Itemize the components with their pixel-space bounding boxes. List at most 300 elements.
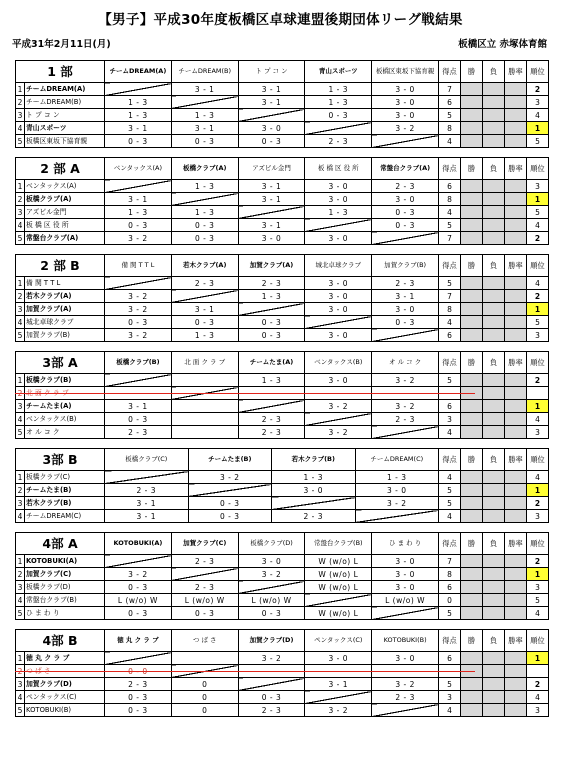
match-score: 3 - 2 (305, 704, 372, 717)
wins (460, 96, 482, 109)
rank: 2 (527, 497, 549, 510)
points: 6 (439, 581, 461, 594)
match-score: 3 - 0 (372, 303, 439, 316)
match-score: 0 - 3 (171, 219, 238, 232)
match-score: 3 - 0 (372, 83, 439, 96)
match-score: 0 - 3 (171, 607, 238, 620)
team-row (16, 426, 549, 439)
losses (483, 607, 505, 620)
wins (461, 219, 483, 232)
team-name: 板橋クラブ(A) (25, 193, 105, 206)
team-row (16, 691, 549, 704)
stat-header: 得点 (439, 158, 461, 180)
stat-header: 勝 (461, 533, 483, 555)
wins (460, 83, 482, 96)
win-rate (504, 290, 526, 303)
match-score: 3 - 1 (105, 510, 189, 523)
wins (460, 316, 482, 329)
column-header-team: 板橋クラブ(C) (105, 449, 189, 471)
division-name: 4部 B (16, 630, 105, 652)
team-name: チームたま(A) (25, 400, 105, 413)
match-score: 2 - 3 (171, 277, 238, 290)
match-score: 0 - 3 (105, 135, 172, 148)
match-score: 1 - 3 (305, 206, 372, 219)
league-table-6 (15, 629, 549, 717)
rank: 2 (527, 232, 549, 245)
wins (461, 581, 483, 594)
match-score (171, 426, 238, 439)
losses (482, 96, 504, 109)
league-table-1 (15, 157, 549, 245)
team-name: つ ば さ (25, 665, 105, 678)
win-rate (505, 594, 527, 607)
self-match-cell (305, 316, 372, 329)
league-header-row (16, 533, 549, 555)
column-header-team: 備 関 T T L (105, 255, 172, 277)
wins (461, 510, 483, 523)
losses (483, 581, 505, 594)
match-score: 0 - 3 (105, 704, 172, 717)
win-rate (505, 581, 527, 594)
stat-header: 勝 (460, 255, 482, 277)
match-score: 1 - 3 (105, 206, 172, 219)
match-score: 3 - 1 (105, 497, 189, 510)
column-header-team: 加賀クラブ(D) (238, 630, 305, 652)
self-match-cell (372, 607, 439, 620)
team-row (16, 555, 549, 568)
team-name: オ ル コ ク (25, 426, 105, 439)
win-rate (505, 206, 527, 219)
column-header-team: 常盤台クラブ(B) (305, 533, 372, 555)
self-match-cell (305, 122, 372, 135)
points: 0 (439, 594, 461, 607)
team-number: 3 (16, 678, 25, 691)
match-score: 0 - 3 (238, 691, 305, 704)
match-score: 2 - 3 (372, 413, 439, 426)
points: 6 (439, 652, 461, 665)
stat-header: 負 (482, 255, 504, 277)
self-match-cell (305, 219, 372, 232)
match-score: 3 - 1 (372, 290, 439, 303)
team-number: 3 (16, 497, 25, 510)
self-match-cell (372, 704, 439, 717)
match-score: 3 - 2 (238, 652, 305, 665)
stat-header: 順位 (527, 352, 549, 374)
withdrawn-strike-line (15, 393, 475, 394)
team-name: 板橋クラブ(D) (25, 581, 105, 594)
self-match-cell (355, 510, 439, 523)
column-header-team: KOTOBUKI(A) (105, 533, 172, 555)
win-rate (505, 180, 527, 193)
win-rate (505, 607, 527, 620)
points: 8 (438, 303, 460, 316)
team-number: 2 (16, 290, 25, 303)
match-score: W (w/o) L (305, 568, 372, 581)
win-rate (505, 219, 527, 232)
rank: 1 (527, 484, 549, 497)
rank: 4 (527, 219, 549, 232)
stat-header: 負 (483, 449, 505, 471)
match-score: 3 - 2 (105, 290, 172, 303)
match-score: 1 - 3 (305, 96, 372, 109)
match-score: 3 - 1 (105, 122, 172, 135)
column-header-team: 徳 丸 ク ラ ブ (105, 630, 172, 652)
wins (461, 497, 483, 510)
losses (483, 387, 505, 400)
win-rate (505, 387, 527, 400)
losses (483, 691, 505, 704)
column-header-team: オ ル コ ク (372, 352, 439, 374)
self-match-cell (305, 413, 372, 426)
team-row (16, 316, 549, 329)
points: 5 (439, 219, 461, 232)
match-score: 3 - 0 (305, 303, 372, 316)
match-score: 2 - 3 (372, 691, 439, 704)
points: 5 (438, 277, 460, 290)
league-header-row (16, 449, 549, 471)
rank: 2 (527, 374, 549, 387)
team-number: 4 (16, 594, 25, 607)
team-number: 4 (16, 316, 25, 329)
league-tables (15, 60, 548, 726)
match-score: 0 - 3 (188, 497, 272, 510)
match-score (171, 400, 238, 413)
win-rate (504, 303, 526, 316)
points: 8 (439, 568, 461, 581)
points: 4 (439, 510, 461, 523)
losses (483, 180, 505, 193)
match-score: 1 - 3 (305, 83, 372, 96)
rank: 3 (527, 180, 549, 193)
win-rate (504, 109, 526, 122)
match-score: 3 - 2 (305, 400, 372, 413)
team-row (16, 413, 549, 426)
match-score: 0 - 3 (372, 219, 439, 232)
match-score: 3 - 0 (305, 193, 372, 206)
column-header-team: 加賀クラブ(B) (372, 255, 439, 277)
team-row (16, 180, 549, 193)
self-match-cell (238, 303, 305, 316)
column-header-team: ペンタックス(C) (305, 630, 372, 652)
win-rate (505, 484, 527, 497)
self-match-cell (372, 232, 439, 245)
losses (482, 316, 504, 329)
match-score: 0 - 3 (238, 607, 305, 620)
stat-header: 順位 (526, 61, 548, 83)
match-score: L (w/o) W (238, 594, 305, 607)
team-name: ベンタックス(B) (25, 413, 105, 426)
column-header-team: 加賀クラブ(C) (171, 533, 238, 555)
rank: 5 (527, 594, 549, 607)
rank: 5 (526, 135, 548, 148)
team-number: 2 (16, 665, 25, 678)
match-score: 2 - 3 (105, 678, 172, 691)
self-match-cell (105, 652, 172, 665)
league-table-0 (15, 60, 549, 148)
team-name: 板橋区東坂下協育親 (25, 135, 105, 148)
league-header-row (16, 61, 549, 83)
losses (483, 206, 505, 219)
match-score: 2 - 3 (171, 555, 238, 568)
column-header-team: 城北卓球クラブ (305, 255, 372, 277)
league-header-row (16, 352, 549, 374)
win-rate (505, 652, 527, 665)
match-score: 3 - 2 (372, 400, 439, 413)
wins (461, 678, 483, 691)
points: 3 (439, 691, 461, 704)
team-number: 1 (16, 83, 25, 96)
team-name: 常盤台クラブ(A) (25, 232, 105, 245)
self-match-cell (238, 206, 305, 219)
match-score: 1 - 3 (105, 109, 172, 122)
column-header-team: チームたま(B) (188, 449, 272, 471)
team-name: チームDREAM(B) (25, 96, 105, 109)
team-name: 加賀クラブ(B) (25, 329, 105, 342)
losses (483, 471, 505, 484)
match-score: 2 - 3 (171, 581, 238, 594)
wins (461, 193, 483, 206)
wins (461, 704, 483, 717)
match-score: 2 - 3 (238, 426, 305, 439)
match-score: 3 - 0 (305, 277, 372, 290)
team-row (16, 374, 549, 387)
team-name: 板橋クラブ(C) (25, 471, 105, 484)
stat-header: 勝 (461, 449, 483, 471)
team-row (16, 704, 549, 717)
column-header-team: ト プ コ ン (238, 61, 305, 83)
event-date: 平成31年2月11日(月) (12, 39, 111, 50)
self-match-cell (272, 497, 356, 510)
match-score: 2 - 3 (272, 510, 356, 523)
points: 4 (439, 426, 461, 439)
points: 4 (439, 704, 461, 717)
rank: 3 (527, 581, 549, 594)
match-score: W (w/o) L (305, 607, 372, 620)
losses (483, 665, 505, 678)
team-row (16, 219, 549, 232)
win-rate (505, 400, 527, 413)
match-score: 3 - 0 (305, 652, 372, 665)
match-score (171, 374, 238, 387)
match-score: 3 - 0 (372, 555, 439, 568)
self-match-cell (171, 568, 238, 581)
losses (483, 193, 505, 206)
team-number: 2 (16, 568, 25, 581)
match-score: 3 - 0 (305, 180, 372, 193)
win-rate (504, 316, 526, 329)
column-header-team: チームDREAM(B) (171, 61, 238, 83)
rank: 3 (527, 426, 549, 439)
match-score: 0 - 3 (105, 581, 172, 594)
match-score: 2 - 3 (372, 180, 439, 193)
rank: 4 (527, 607, 549, 620)
team-number: 3 (16, 303, 25, 316)
stat-header: 勝 (461, 352, 483, 374)
team-name: ペンタックス(C) (25, 691, 105, 704)
match-score: 0 (171, 691, 238, 704)
win-rate (504, 122, 526, 135)
points: 6 (439, 400, 461, 413)
column-header-team: 板橋区東坂下協育親 (372, 61, 439, 83)
match-score: 3 - 0 (372, 96, 439, 109)
column-header-team: 青山スポーツ (305, 61, 372, 83)
page-title: 【男子】平成30年度板橋区卓球連盟後期団体リーグ戦結果 (98, 12, 463, 28)
rank: 4 (526, 277, 548, 290)
column-header-team: ベンタックス(A) (105, 158, 172, 180)
team-row (16, 607, 549, 620)
wins (461, 232, 483, 245)
match-score: 3 - 0 (238, 232, 305, 245)
self-match-cell (105, 277, 172, 290)
division-name: 2 部 B (16, 255, 105, 277)
wins (461, 568, 483, 581)
stat-header: 得点 (439, 449, 461, 471)
match-score: 3 - 1 (238, 180, 305, 193)
win-rate (504, 96, 526, 109)
losses (482, 135, 504, 148)
column-header-team: チームたま(A) (238, 352, 305, 374)
match-score: 0 (171, 678, 238, 691)
match-score: 3 - 2 (188, 471, 272, 484)
win-rate (505, 704, 527, 717)
column-header-team: 板 橋 区 役 所 (305, 158, 372, 180)
stat-header: 勝率 (505, 630, 527, 652)
team-row (16, 400, 549, 413)
match-score: 3 - 0 (272, 484, 356, 497)
losses (483, 568, 505, 581)
rank: 3 (527, 510, 549, 523)
match-score: 0 - 3 (171, 135, 238, 148)
match-score: 3 - 1 (171, 122, 238, 135)
losses (483, 413, 505, 426)
team-number: 2 (16, 484, 25, 497)
match-score: 0 (171, 704, 238, 717)
win-rate (505, 497, 527, 510)
match-score: 3 - 2 (355, 497, 439, 510)
match-score: 2 - 3 (238, 277, 305, 290)
column-header-team: アズビル金門 (238, 158, 305, 180)
team-number: 5 (16, 329, 25, 342)
self-match-cell (171, 193, 238, 206)
rank: 1 (526, 303, 548, 316)
team-name: 青山スポーツ (25, 122, 105, 135)
match-score: 1 - 3 (355, 471, 439, 484)
team-name: 北 面 ク ラ ブ (25, 387, 105, 400)
team-name: 加賀クラブ(A) (25, 303, 105, 316)
match-score: 0 - 3 (105, 219, 172, 232)
match-score: 3 - 2 (372, 374, 439, 387)
win-rate (505, 691, 527, 704)
points: 5 (439, 678, 461, 691)
team-name: 板橋クラブ(B) (25, 374, 105, 387)
points: 7 (439, 555, 461, 568)
rank: 1 (527, 193, 549, 206)
team-number: 2 (16, 387, 25, 400)
team-name: 備 関 T T L (25, 277, 105, 290)
match-score: 2 - 3 (305, 135, 372, 148)
team-row (16, 109, 549, 122)
losses (482, 109, 504, 122)
stat-header: 勝 (460, 61, 482, 83)
team-row (16, 497, 549, 510)
division-name: 1 部 (16, 61, 105, 83)
points: 6 (438, 96, 460, 109)
team-name: 加賀クラブ(D) (25, 678, 105, 691)
match-score: W (w/o) L (305, 581, 372, 594)
match-score: 1 - 3 (171, 109, 238, 122)
win-rate (505, 193, 527, 206)
losses (482, 122, 504, 135)
match-score: 3 - 1 (238, 83, 305, 96)
match-score: 3 - 0 (238, 122, 305, 135)
column-header-team: 北 面 ク ラ ブ (171, 352, 238, 374)
division-name: 2 部 A (16, 158, 105, 180)
wins (460, 303, 482, 316)
wins (461, 400, 483, 413)
rank: 1 (527, 400, 549, 413)
league-table-4 (15, 448, 549, 523)
match-score: L (w/o) W (372, 594, 439, 607)
team-number: 5 (16, 607, 25, 620)
match-score: 1 - 3 (105, 96, 172, 109)
wins (461, 374, 483, 387)
points: 6 (438, 329, 460, 342)
self-match-cell (305, 594, 372, 607)
self-match-cell (171, 290, 238, 303)
self-match-cell (105, 83, 172, 96)
win-rate (505, 232, 527, 245)
match-score: 0 - 3 (372, 206, 439, 219)
column-header-team: 板橋クラブ(B) (105, 352, 172, 374)
self-match-cell (188, 484, 272, 497)
rank: 4 (527, 691, 549, 704)
team-row (16, 232, 549, 245)
win-rate (505, 471, 527, 484)
losses (482, 329, 504, 342)
match-score: 3 - 0 (372, 193, 439, 206)
self-match-cell (171, 96, 238, 109)
losses (483, 497, 505, 510)
team-number: 3 (16, 109, 25, 122)
team-row (16, 484, 549, 497)
win-rate (504, 277, 526, 290)
team-name: チームDREAM(A) (25, 83, 105, 96)
league-header-row (16, 158, 549, 180)
points: 6 (439, 180, 461, 193)
stat-header: 得点 (439, 533, 461, 555)
win-rate (505, 426, 527, 439)
league-header-row (16, 630, 549, 652)
points: 5 (439, 497, 461, 510)
stat-header: 得点 (438, 255, 460, 277)
rank: 1 (527, 652, 549, 665)
rank: 3 (526, 329, 548, 342)
rank (527, 665, 549, 678)
self-match-cell (305, 691, 372, 704)
stat-header: 負 (483, 533, 505, 555)
match-score: 3 - 0 (238, 555, 305, 568)
stat-header: 勝率 (505, 449, 527, 471)
points: 8 (438, 122, 460, 135)
match-score: 3 - 1 (305, 678, 372, 691)
points: 7 (438, 83, 460, 96)
losses (483, 555, 505, 568)
team-number: 3 (16, 400, 25, 413)
division-name: 4部 A (16, 533, 105, 555)
win-rate (505, 510, 527, 523)
match-score: 3 - 1 (238, 219, 305, 232)
withdrawn-strike-line (15, 671, 475, 672)
